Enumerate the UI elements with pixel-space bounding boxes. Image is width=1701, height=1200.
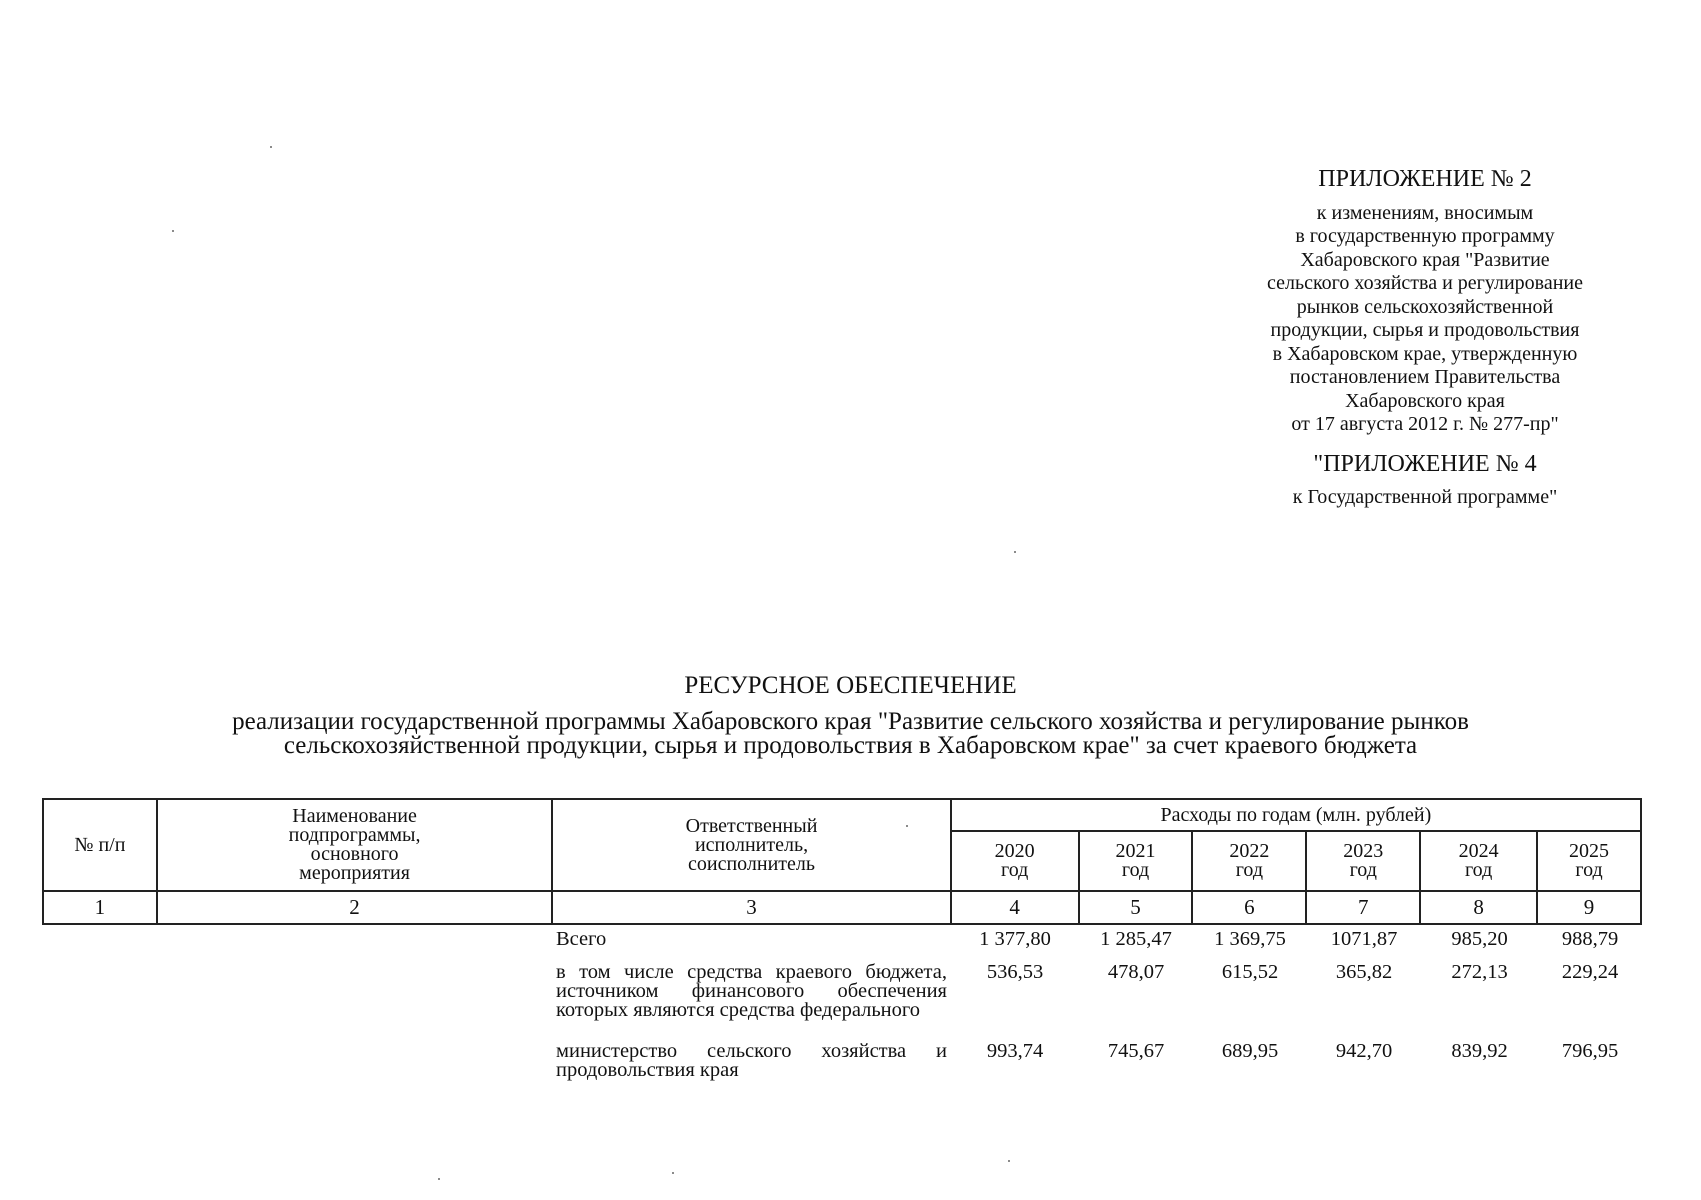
column-number: 5 xyxy=(1079,891,1193,924)
row-value: 615,52 xyxy=(1221,961,1279,983)
col-header-name: Наименование подпрограммы, основного мероприятия xyxy=(157,799,552,891)
row-value: 1 377,80 xyxy=(979,928,1051,950)
row-value: 689,95 xyxy=(1221,1040,1279,1062)
col-header-number: № п/п xyxy=(43,799,157,891)
row-value: 1071,87 xyxy=(1330,928,1398,950)
appendix-block xyxy=(1235,168,1615,510)
row-number xyxy=(42,963,156,1042)
row-executor: Всего xyxy=(556,928,607,950)
row-value: 985,20 xyxy=(1451,928,1508,950)
row-value: 942,70 xyxy=(1335,1040,1393,1062)
row-number xyxy=(42,930,156,963)
row-value: 745,67 xyxy=(1107,1040,1165,1062)
row-executor: министерство сельского хозяйства и продовольствия края xyxy=(556,1040,947,1081)
row-value: 536,53 xyxy=(986,961,1044,983)
table-header xyxy=(42,798,1642,925)
col-header-expenses: Расходы по годам (млн. рублей) xyxy=(951,799,1641,831)
scan-speck xyxy=(906,825,908,827)
scan-speck xyxy=(172,230,174,232)
appendix-heading-2: "ПРИЛОЖЕНИЕ № 4 xyxy=(1313,450,1537,477)
column-number: 1 xyxy=(43,891,157,924)
scan-speck xyxy=(672,1172,674,1174)
table-row xyxy=(42,930,1642,963)
scan-speck xyxy=(1008,1160,1010,1162)
table-body xyxy=(42,930,1642,1080)
col-header-year: 2023 год xyxy=(1306,831,1420,891)
row-value: 365,82 xyxy=(1335,961,1393,983)
column-number: 4 xyxy=(951,891,1079,924)
scan-speck xyxy=(1014,551,1016,553)
col-header-year: 2021 год xyxy=(1079,831,1193,891)
appendix-basis: к изменениям, вносимым в государственную программу Хабаровского края "Развитие сельского хозяйства и регулирование рынков сельскохозяйственной продукции, сырья и продовольствия в Хабаровском крае, утвержденную постановлением Правительства Хабаровского края от 17 августа 2012 г. № 277-пр" xyxy=(1266,201,1584,435)
row-value: 1 285,47 xyxy=(1100,928,1172,950)
column-number: 9 xyxy=(1537,891,1641,924)
title-subtitle: реализации государственной программы Хабаровского края "Развитие сельского хозяйства и регулирование рынков сельскохозяйственной продукции, сырья и продовольствия в Хабаровском крае" за счет краевого бюджета xyxy=(232,708,1469,759)
row-name xyxy=(156,930,552,963)
column-number: 6 xyxy=(1192,891,1306,924)
column-number: 7 xyxy=(1306,891,1420,924)
row-executor: в том числе средства краевого бюджета, источником финансового обеспечения которых являются средства федерального xyxy=(556,961,947,1021)
row-name xyxy=(156,1042,552,1080)
row-value: 988,79 xyxy=(1561,928,1619,950)
table-row xyxy=(42,963,1642,1042)
column-number: 2 xyxy=(157,891,552,924)
row-value: 993,74 xyxy=(986,1040,1044,1062)
row-value: 1 369,75 xyxy=(1214,928,1286,950)
table-row xyxy=(42,1042,1642,1080)
scan-speck xyxy=(270,146,272,148)
scan-speck xyxy=(438,1178,440,1180)
row-value: 796,95 xyxy=(1561,1040,1619,1062)
row-value: 478,07 xyxy=(1107,961,1165,983)
col-header-executor: Ответственный исполнитель, соисполнитель xyxy=(552,799,950,891)
column-number: 8 xyxy=(1420,891,1537,924)
column-number: 3 xyxy=(552,891,950,924)
row-number xyxy=(42,1042,156,1080)
title-main: РЕСУРСНОЕ ОБЕСПЕЧЕНИЕ xyxy=(684,672,1017,699)
appendix-note-2: к Государственной программе" xyxy=(1292,486,1558,508)
col-header-year: 2020 год xyxy=(951,831,1079,891)
row-value: 272,13 xyxy=(1451,961,1508,983)
col-header-year: 2022 год xyxy=(1192,831,1306,891)
col-header-year: 2025 год xyxy=(1537,831,1641,891)
appendix-heading: ПРИЛОЖЕНИЕ № 2 xyxy=(1318,166,1532,192)
col-header-year: 2024 год xyxy=(1420,831,1537,891)
row-value: 229,24 xyxy=(1561,961,1619,983)
row-value: 839,92 xyxy=(1451,1040,1508,1062)
row-name xyxy=(156,963,552,1042)
